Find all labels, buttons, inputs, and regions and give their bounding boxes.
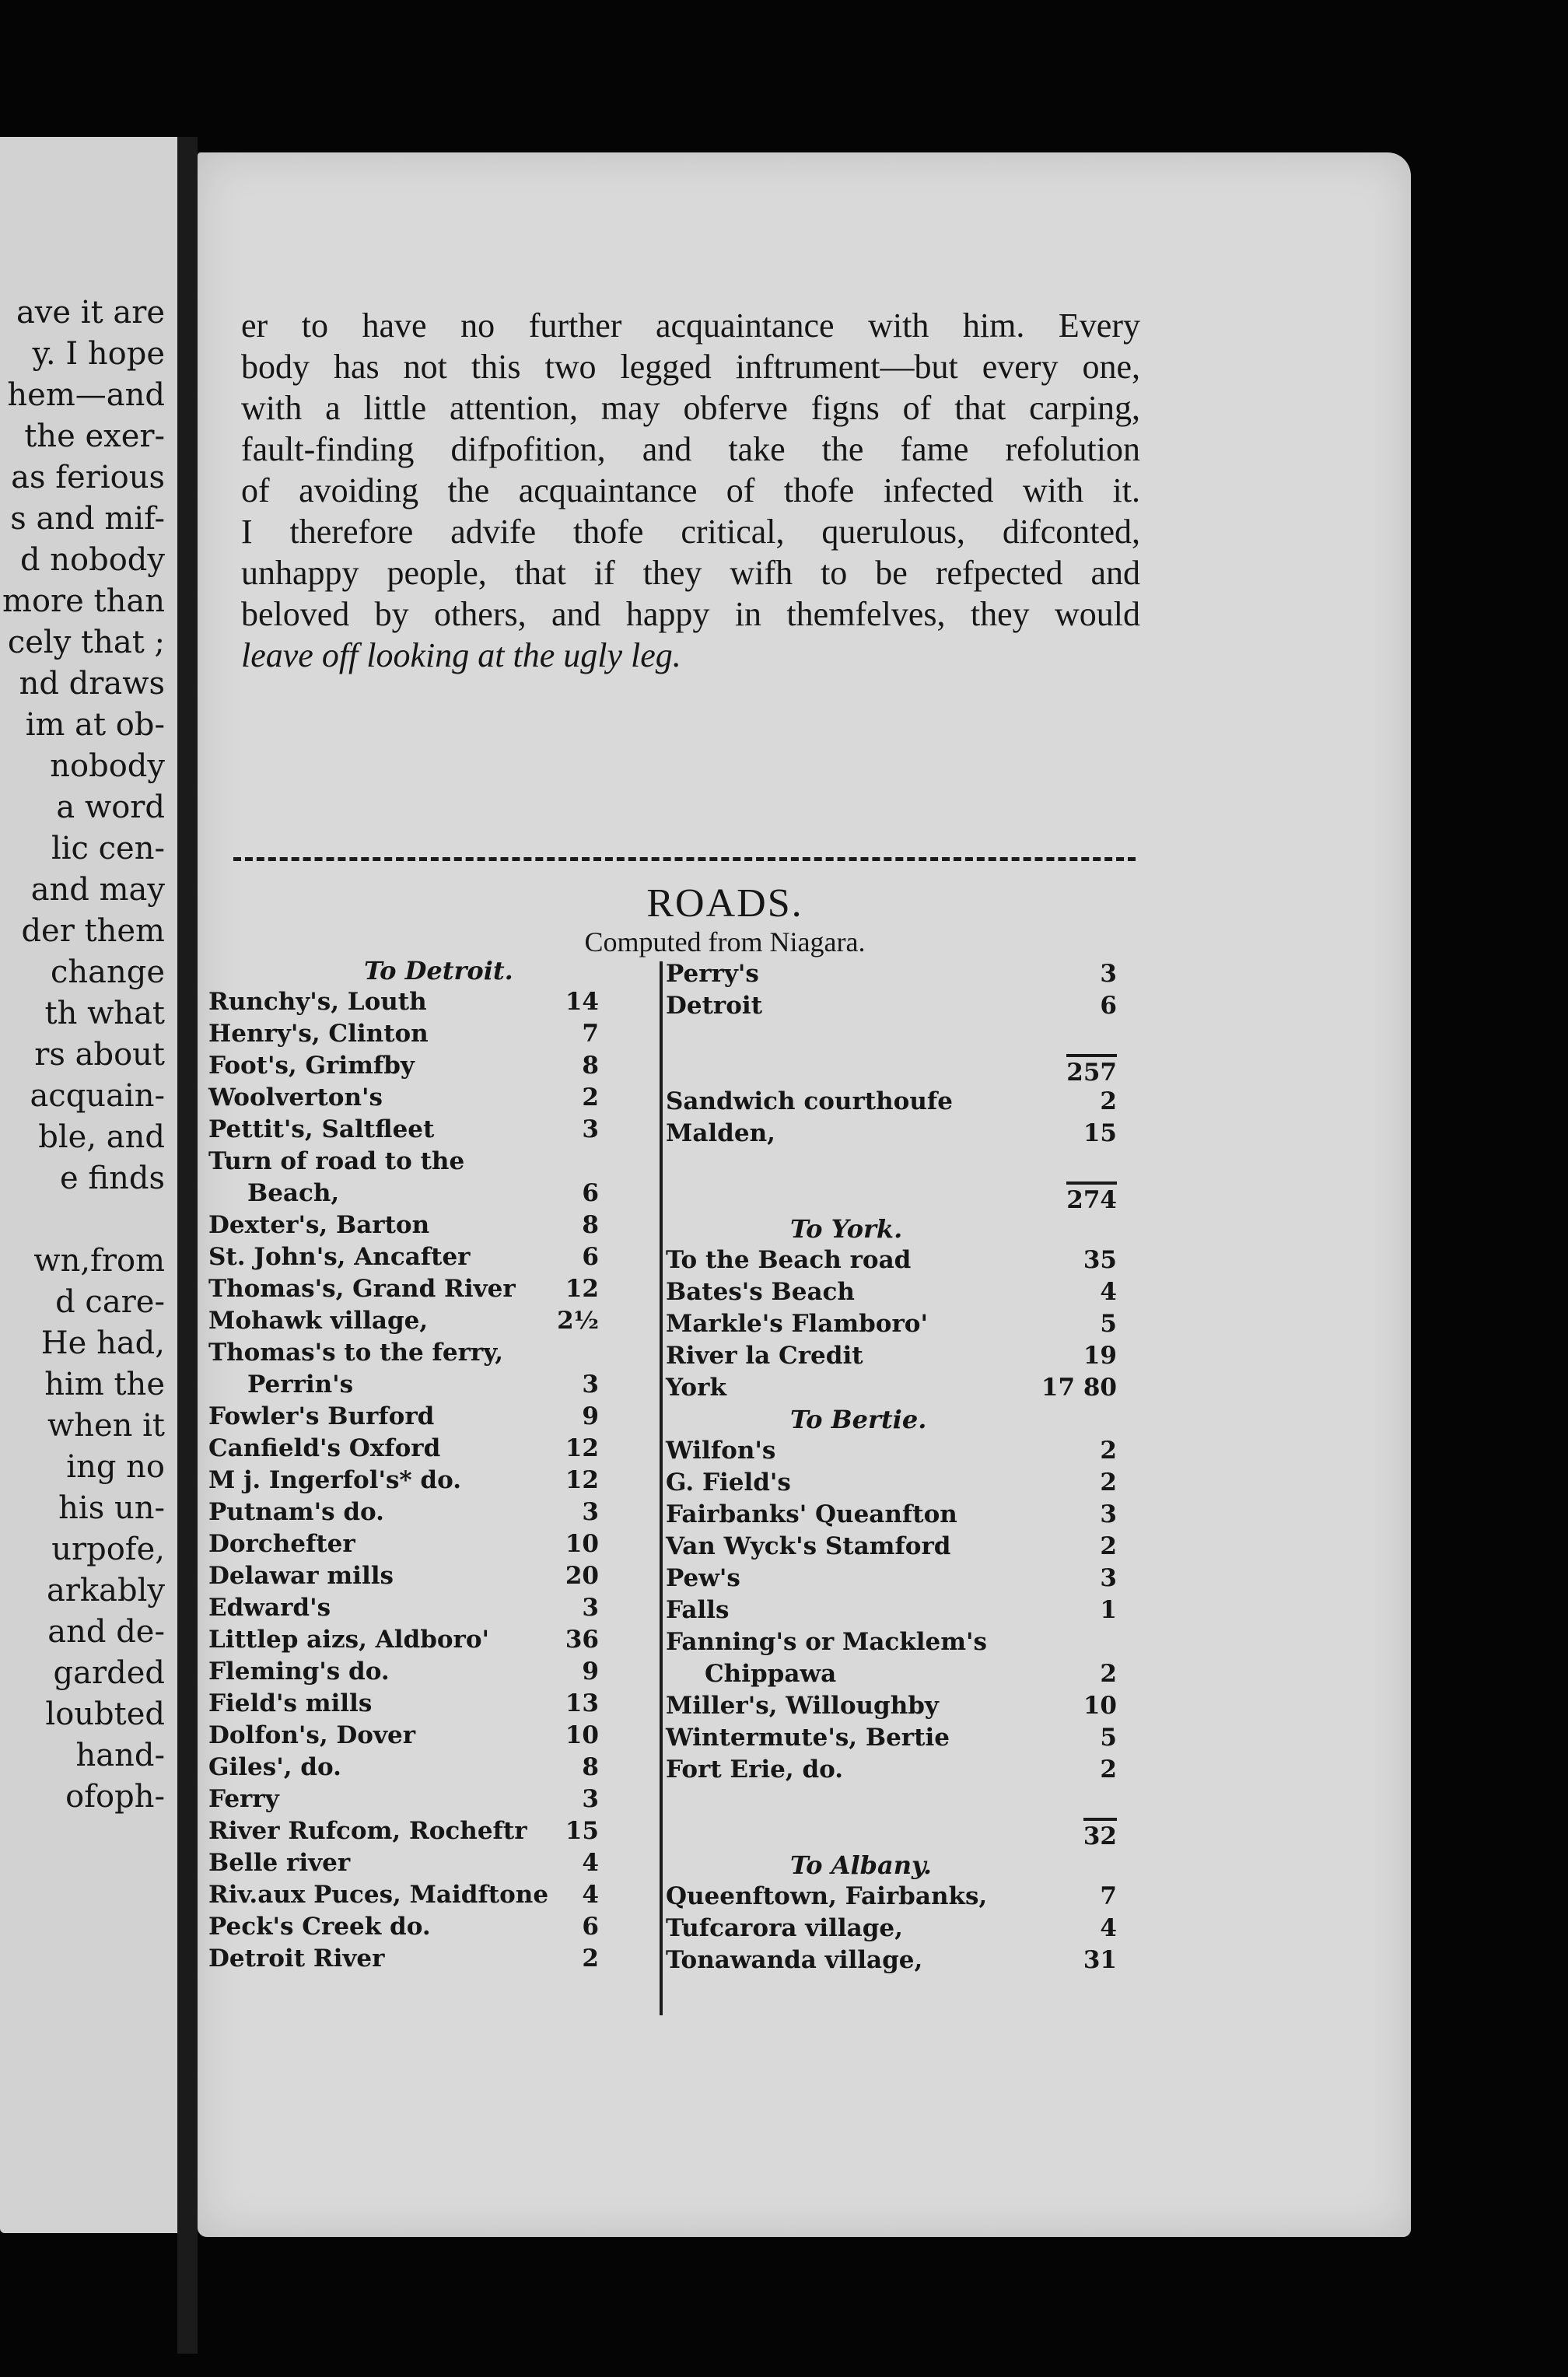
prose-line: of avoiding the acquaintance of thofe infected with it. bbox=[241, 471, 1140, 509]
book-page bbox=[198, 152, 1411, 2237]
facing-page-fragment bbox=[0, 137, 177, 2233]
distance-value: 8 bbox=[582, 1211, 599, 1239]
place-name: Wintermute's, Bertie bbox=[666, 1724, 950, 1752]
distance-value: 15 bbox=[1083, 1119, 1117, 1147]
place-name: Wilfon's bbox=[666, 1437, 776, 1465]
distance-value: 1 bbox=[1100, 1596, 1117, 1624]
distance-value: 6 bbox=[582, 1243, 599, 1271]
place-name: River la Credit bbox=[666, 1342, 863, 1370]
detroit-continued-table bbox=[666, 958, 1171, 1213]
table-row bbox=[666, 1308, 1171, 1340]
table-row bbox=[666, 1626, 1171, 1658]
table-row bbox=[208, 1497, 684, 1528]
table-row bbox=[666, 1913, 1171, 1945]
table-row bbox=[208, 1146, 684, 1178]
facing-page-line: d nobody bbox=[19, 542, 165, 578]
distance-value: 36 bbox=[565, 1626, 599, 1654]
to-bertie-table bbox=[666, 1435, 1171, 1850]
facing-page-line: ble, and bbox=[38, 1119, 165, 1155]
table-row bbox=[666, 990, 1171, 1022]
total-row bbox=[666, 1818, 1171, 1850]
place-name: Perrin's bbox=[247, 1371, 354, 1399]
table-row bbox=[666, 1467, 1171, 1499]
distance-value: 4 bbox=[1100, 1278, 1117, 1306]
facing-page-line: ofoph- bbox=[65, 1779, 165, 1815]
place-name: Malden, bbox=[666, 1119, 775, 1147]
distance-value: 12 bbox=[565, 1466, 599, 1494]
distance-value: 3 bbox=[1100, 1500, 1117, 1528]
place-name: Field's mills bbox=[208, 1689, 373, 1717]
place-name: G. Field's bbox=[666, 1469, 791, 1497]
table-row bbox=[208, 1624, 684, 1656]
table-row bbox=[666, 1150, 1171, 1181]
table-row bbox=[208, 1114, 684, 1146]
table-row bbox=[208, 1656, 684, 1688]
distance-value: 6 bbox=[582, 1179, 599, 1207]
prose-line: leave off looking at the ugly leg. bbox=[241, 636, 681, 674]
facing-page-line: nd draws bbox=[19, 666, 165, 702]
distance-value: 2 bbox=[1100, 1087, 1117, 1115]
table-row bbox=[208, 1369, 684, 1401]
place-name: Tufcarora village, bbox=[666, 1914, 903, 1942]
facing-page-line: d care- bbox=[55, 1284, 165, 1320]
distance-value: 8 bbox=[582, 1753, 599, 1781]
place-name: Dexter's, Barton bbox=[208, 1211, 430, 1239]
facing-page-line: and may bbox=[30, 872, 165, 908]
table-row bbox=[208, 1592, 684, 1624]
facing-page-line bbox=[0, 1199, 177, 1241]
distance-value: 9 bbox=[582, 1658, 599, 1686]
facing-page-line: s and mif- bbox=[10, 501, 165, 537]
facing-page-line: his un- bbox=[58, 1490, 165, 1526]
facing-page-line: der them bbox=[21, 913, 165, 949]
table-row bbox=[208, 1911, 684, 1943]
place-name: Queenftown, Fairbanks, bbox=[666, 1882, 988, 1910]
table-row bbox=[208, 1879, 684, 1911]
table-row bbox=[208, 1178, 684, 1210]
table-row bbox=[666, 1722, 1171, 1754]
distance-value: 17 80 bbox=[1041, 1374, 1117, 1402]
prose-line: body has not this two legged inftrument—but every one, bbox=[241, 348, 1140, 386]
distance-value: 4 bbox=[1100, 1914, 1117, 1942]
distance-value: 15 bbox=[565, 1817, 599, 1845]
table-row bbox=[208, 1784, 684, 1815]
section-rule bbox=[233, 857, 1136, 865]
table-row bbox=[666, 1022, 1171, 1054]
distance-value: 2 bbox=[1100, 1756, 1117, 1784]
place-name: Falls bbox=[666, 1596, 730, 1624]
facing-page-line: acquain- bbox=[30, 1078, 165, 1114]
essay-conclusion bbox=[241, 305, 1140, 676]
table-row bbox=[208, 1305, 684, 1337]
distance-value: 7 bbox=[1100, 1882, 1117, 1910]
distance-value: 35 bbox=[1083, 1246, 1117, 1274]
distance-value: 19 bbox=[1083, 1342, 1117, 1370]
table-row bbox=[666, 1658, 1171, 1690]
facing-page-line: urpofe, bbox=[51, 1532, 165, 1567]
to-bertie-heading: To Bertie. bbox=[790, 1405, 927, 1434]
table-row bbox=[208, 1847, 684, 1879]
distance-value: 2 bbox=[1100, 1532, 1117, 1560]
distance-value: 2½ bbox=[557, 1307, 599, 1335]
place-name: Dolfon's, Dover bbox=[208, 1721, 416, 1749]
distance-value: 3 bbox=[582, 1371, 599, 1399]
distance-value: 3 bbox=[1100, 960, 1117, 988]
place-name: Woolverton's bbox=[208, 1083, 383, 1111]
to-albany-table bbox=[666, 1881, 1171, 1976]
distance-total: 32 bbox=[1083, 1818, 1117, 1853]
distance-value: 6 bbox=[582, 1913, 599, 1941]
distance-value: 13 bbox=[565, 1689, 599, 1717]
place-name: Dorchefter bbox=[208, 1530, 355, 1558]
place-name: To the Beach road bbox=[666, 1246, 912, 1274]
distance-total: 274 bbox=[1066, 1181, 1117, 1217]
facing-page-line: when it bbox=[47, 1408, 165, 1444]
facing-page-line: arkably bbox=[46, 1573, 165, 1609]
table-row bbox=[208, 1688, 684, 1720]
table-row bbox=[666, 1499, 1171, 1531]
place-name: Delawar mills bbox=[208, 1562, 394, 1590]
place-name: Canfield's Oxford bbox=[208, 1434, 441, 1462]
place-name: Putnam's do. bbox=[208, 1498, 384, 1526]
place-name: Detroit River bbox=[208, 1945, 385, 1973]
place-name: Thomas's, Grand River bbox=[208, 1275, 516, 1303]
place-name: Chippawa bbox=[705, 1660, 837, 1688]
place-name: Fanning's or Macklem's bbox=[666, 1628, 988, 1656]
table-row bbox=[208, 1082, 684, 1114]
table-row bbox=[666, 1563, 1171, 1595]
book-gutter bbox=[177, 137, 198, 2354]
distance-value: 31 bbox=[1083, 1946, 1117, 1974]
distance-value: 3 bbox=[1100, 1564, 1117, 1592]
table-row bbox=[208, 1401, 684, 1433]
place-name: Fleming's do. bbox=[208, 1658, 390, 1686]
place-name: Mohawk village, bbox=[208, 1307, 429, 1335]
distance-value: 3 bbox=[582, 1498, 599, 1526]
table-row bbox=[666, 1276, 1171, 1308]
place-name: Thomas's to the ferry, bbox=[208, 1339, 504, 1367]
distance-value: 3 bbox=[582, 1594, 599, 1622]
place-name: York bbox=[666, 1374, 726, 1402]
facing-page-line: hand- bbox=[75, 1738, 165, 1773]
roads-title: ROADS. bbox=[646, 881, 803, 926]
facing-page-line: lic cen- bbox=[51, 831, 165, 866]
roads-subtitle: Computed from Niagara. bbox=[584, 926, 866, 957]
facing-page-line: as ferious bbox=[11, 460, 165, 495]
distance-value: 7 bbox=[582, 1020, 599, 1048]
table-row bbox=[208, 1018, 684, 1050]
place-name: Fairbanks' Queanfton bbox=[666, 1500, 957, 1528]
facing-page-line: him the bbox=[44, 1367, 165, 1402]
table-row bbox=[666, 1595, 1171, 1626]
table-row bbox=[666, 958, 1171, 990]
table-row bbox=[208, 1050, 684, 1082]
table-row bbox=[208, 1943, 684, 1975]
facing-page-line: th what bbox=[44, 996, 165, 1031]
facing-page-line: ing no bbox=[66, 1449, 165, 1485]
to-york-heading: To York. bbox=[790, 1214, 903, 1244]
table-row bbox=[666, 1118, 1171, 1150]
table-row bbox=[666, 1372, 1171, 1404]
prose-line: fault-finding difpofition, and take the fame refolution bbox=[241, 430, 1140, 468]
table-row bbox=[666, 1786, 1171, 1818]
place-name: Perry's bbox=[666, 960, 759, 988]
table-row bbox=[208, 1560, 684, 1592]
distance-value: 4 bbox=[582, 1881, 599, 1909]
distance-value: 12 bbox=[565, 1275, 599, 1303]
to-york-table bbox=[666, 1245, 1171, 1404]
distance-value: 4 bbox=[582, 1849, 599, 1877]
distance-value: 10 bbox=[1083, 1692, 1117, 1720]
distance-value: 3 bbox=[582, 1785, 599, 1813]
table-row bbox=[208, 1465, 684, 1497]
facing-page-line: nobody bbox=[50, 748, 165, 784]
to-detroit-table bbox=[208, 986, 684, 1975]
facing-page-line: rs about bbox=[34, 1037, 165, 1073]
facing-page-line: change bbox=[50, 954, 165, 990]
distance-value: 8 bbox=[582, 1052, 599, 1080]
place-name: Peck's Creek do. bbox=[208, 1913, 431, 1941]
distance-value: 3 bbox=[582, 1115, 599, 1143]
place-name: Van Wyck's Stamford bbox=[666, 1532, 951, 1560]
table-row bbox=[666, 1690, 1171, 1722]
place-name: M j. Ingerfol's* do. bbox=[208, 1466, 462, 1494]
place-name: Riv.aux Puces, Maidftone bbox=[208, 1881, 549, 1909]
table-row bbox=[208, 986, 684, 1018]
facing-page-line: a word bbox=[56, 789, 165, 825]
distance-value: 14 bbox=[565, 988, 599, 1016]
place-name: Sandwich courthoufe bbox=[666, 1087, 953, 1115]
facing-page-line: hem—and bbox=[7, 377, 165, 413]
distance-value: 2 bbox=[582, 1083, 599, 1111]
column-divider bbox=[660, 961, 663, 2015]
place-name: Tonawanda village, bbox=[666, 1946, 923, 1974]
table-row bbox=[666, 1945, 1171, 1976]
distance-total: 257 bbox=[1066, 1054, 1117, 1089]
prose-line: beloved by others, and happy in themfelves, they would bbox=[241, 595, 1140, 633]
table-row bbox=[208, 1720, 684, 1752]
place-name: Ferry bbox=[208, 1785, 279, 1813]
table-row bbox=[208, 1433, 684, 1465]
place-name: Runchy's, Louth bbox=[208, 988, 427, 1016]
facing-page-line: garded bbox=[53, 1655, 165, 1691]
total-row bbox=[666, 1054, 1171, 1086]
distance-value: 20 bbox=[565, 1562, 599, 1590]
place-name: Turn of road to the bbox=[208, 1147, 465, 1175]
to-albany-heading: To Albany. bbox=[790, 1850, 933, 1880]
facing-page-line: wn,from bbox=[33, 1243, 165, 1279]
facing-page-line: the exer- bbox=[24, 418, 165, 454]
place-name: Miller's, Willoughby bbox=[666, 1692, 939, 1720]
place-name: Littlep aizs, Aldboro' bbox=[208, 1626, 490, 1654]
prose-line: I therefore advife thofe critical, querulous, difconted, bbox=[241, 513, 1140, 551]
place-name: Henry's, Clinton bbox=[208, 1020, 429, 1048]
facing-page-text bbox=[0, 292, 177, 1818]
roads-right-column bbox=[666, 958, 1171, 1976]
place-name: Giles', do. bbox=[208, 1753, 341, 1781]
total-row bbox=[666, 1181, 1171, 1213]
distance-value: 5 bbox=[1100, 1724, 1117, 1752]
table-row bbox=[666, 1754, 1171, 1786]
table-row bbox=[666, 1086, 1171, 1118]
facing-page-line: cely that ; bbox=[7, 625, 165, 660]
prose-line: unhappy people, that if they wifh to be refpected and bbox=[241, 554, 1140, 592]
distance-value: 2 bbox=[1100, 1660, 1117, 1688]
distance-value: 6 bbox=[1100, 992, 1117, 1020]
table-row bbox=[208, 1337, 684, 1369]
place-name: St. John's, Ancafter bbox=[208, 1243, 471, 1271]
place-name: Beach, bbox=[247, 1179, 340, 1207]
facing-page-line: e finds bbox=[60, 1160, 165, 1196]
table-row bbox=[208, 1210, 684, 1241]
place-name: Bates's Beach bbox=[666, 1278, 855, 1306]
facing-page-line: more than bbox=[2, 583, 165, 619]
distance-value: 12 bbox=[565, 1434, 599, 1462]
place-name: Pew's bbox=[666, 1564, 740, 1592]
distance-value: 10 bbox=[565, 1530, 599, 1558]
facing-page-line: loubted bbox=[45, 1696, 165, 1732]
to-detroit-heading: To Detroit. bbox=[364, 956, 513, 985]
table-row bbox=[666, 1340, 1171, 1372]
table-row bbox=[208, 1815, 684, 1847]
distance-value: 10 bbox=[565, 1721, 599, 1749]
place-name: Belle river bbox=[208, 1849, 351, 1877]
distance-value: 9 bbox=[582, 1402, 599, 1430]
table-row bbox=[208, 1528, 684, 1560]
distance-value: 5 bbox=[1100, 1310, 1117, 1338]
prose-line: er to have no further acquaintance with him. Every bbox=[241, 306, 1140, 345]
facing-page-line: and de- bbox=[47, 1614, 165, 1650]
table-row bbox=[208, 1752, 684, 1784]
place-name: Edward's bbox=[208, 1594, 331, 1622]
prose-line: with a little attention, may obferve figns of that carping, bbox=[241, 389, 1140, 427]
table-row bbox=[208, 1273, 684, 1305]
place-name: Markle's Flamboro' bbox=[666, 1310, 928, 1338]
table-row bbox=[666, 1881, 1171, 1913]
table-row bbox=[666, 1245, 1171, 1276]
table-row bbox=[666, 1531, 1171, 1563]
facing-page-line: im at ob- bbox=[25, 707, 165, 743]
place-name: Foot's, Grimfby bbox=[208, 1052, 415, 1080]
distance-value: 2 bbox=[1100, 1437, 1117, 1465]
table-row bbox=[208, 1241, 684, 1273]
place-name: Detroit bbox=[666, 992, 763, 1020]
distance-value: 2 bbox=[582, 1945, 599, 1973]
facing-page-line: y. I hope bbox=[32, 336, 165, 372]
facing-page-line: ave it are bbox=[16, 295, 165, 331]
distance-value: 2 bbox=[1100, 1469, 1117, 1497]
place-name: Fort Erie, do. bbox=[666, 1756, 844, 1784]
table-row bbox=[666, 1435, 1171, 1467]
place-name: Pettit's, Saltfleet bbox=[208, 1115, 435, 1143]
roads-left-column bbox=[208, 955, 684, 1975]
place-name: Fowler's Burford bbox=[208, 1402, 435, 1430]
place-name: River Rufcom, Rocheftr bbox=[208, 1817, 527, 1845]
facing-page-line: He had, bbox=[40, 1325, 165, 1361]
